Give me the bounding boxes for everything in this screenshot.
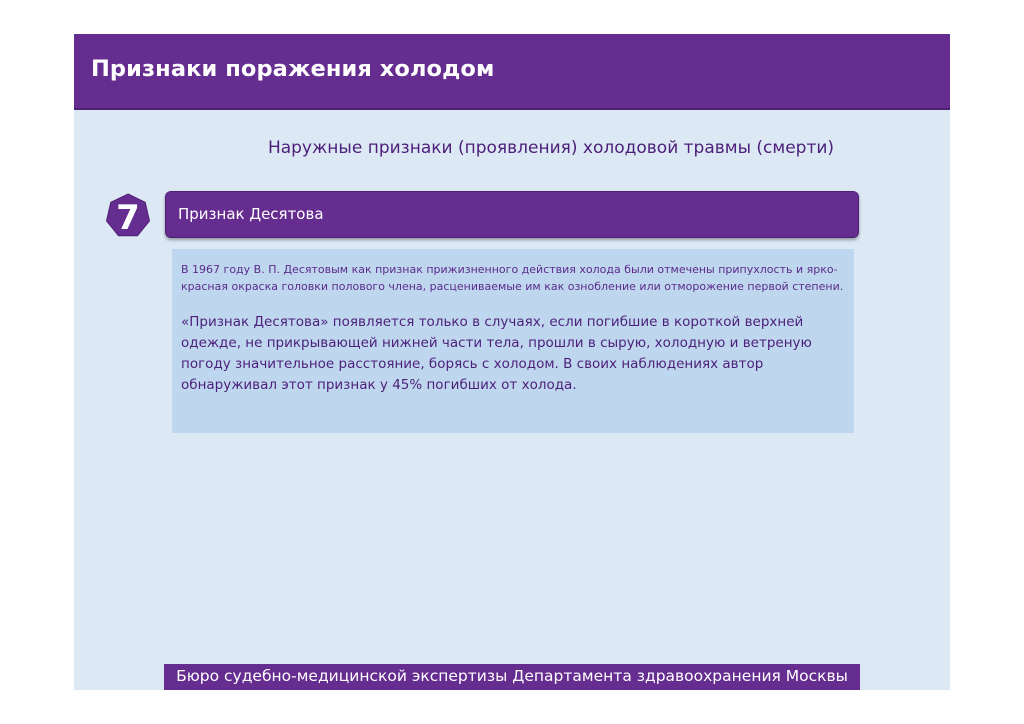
title-bar: [74, 34, 950, 110]
description-paragraph-2: «Признак Десятова» появляется только в случаях, если погибшие в короткой верхней одежде, не прикрывающей нижней части тела, прошли в сырую, холодную и ветреную погоду значительное расстояние, борясь с холодом. В своих наблюдениях автор обнаруживал этот признак у 45% погибших от холода.: [181, 314, 812, 393]
footer-text: Бюро судебно-медицинской экспертизы Департамента здравоохранения Москвы: [176, 667, 848, 685]
sign-title: Признак Десятова: [178, 205, 324, 223]
sign-header: [165, 191, 859, 238]
heptagon-icon: [104, 192, 152, 240]
slide-title: Признаки поражения холодом: [91, 56, 495, 82]
badge-number: 7: [116, 198, 140, 238]
slide-subtitle: Наружные признаки (проявления) холодовой травмы (смерти): [267, 138, 835, 158]
number-badge: [104, 192, 152, 240]
description-paragraph-1: В 1967 году В. П. Десятовым как признак прижизненного действия холода были отмечены припухлость и ярко-красная окраска головки полового члена, расцениваемые им как ознобление или отморожение первой степени.: [181, 263, 844, 293]
footer-bar: [164, 664, 860, 690]
slide: [74, 34, 950, 690]
sign-description: [172, 249, 854, 433]
